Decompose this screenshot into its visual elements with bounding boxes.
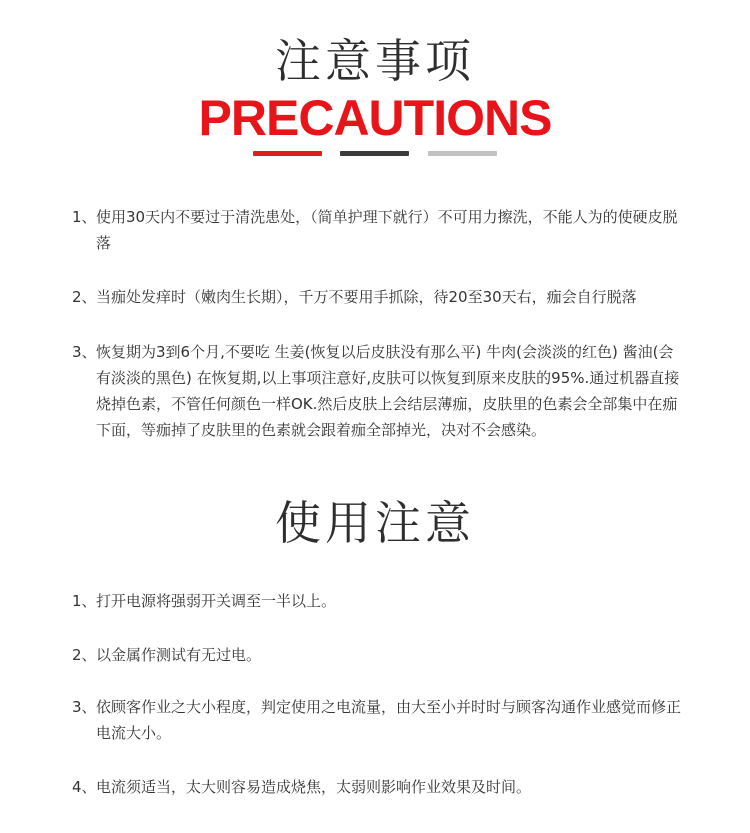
item-text: 打开电源将强弱开关调至一半以上。 [96, 592, 337, 610]
item-number: 1、 [72, 208, 97, 226]
divider-bar-red [253, 151, 322, 156]
usage-item-2 [72, 642, 682, 668]
item-number: 3、 [72, 343, 97, 361]
divider-bar-grey [428, 151, 497, 156]
usage-item-4 [72, 774, 682, 800]
item-number: 2、 [72, 288, 97, 306]
divider-bar-dark [340, 151, 409, 156]
item-text: 电流须适当，太大则容易造成烧焦，太弱则影响作业效果及时间。 [96, 778, 532, 796]
usage-title-cn: 使用注意 [275, 496, 475, 550]
precaution-item-3 [72, 339, 682, 443]
item-text: 以金属作测试有无过电。 [96, 646, 262, 664]
item-text: 恢复期为3到6个月,不要吃 生姜(恢复以后皮肤没有那么平) 牛肉(会淡淡的红色) 酱油(会有淡淡的黑色) 在恢复期,以上事项注意好,皮肤可以恢复到原来皮肤的95%.通过机器直接烧掉色素，不管任何颜色一样OK.然后皮肤上会结层薄痂，皮肤里的色素会全部集中在痂下面，等痂掉了皮肤里的色素就会跟着痂全部掉光，决对不会感染。 [96, 343, 680, 439]
item-number: 2、 [72, 646, 97, 664]
precaution-item-2 [72, 284, 682, 310]
item-number: 1、 [72, 592, 97, 610]
usage-item-1 [72, 588, 682, 614]
item-number: 3、 [72, 698, 97, 716]
precautions-title-en: PRECAUTIONS [198, 90, 552, 146]
item-number: 4、 [72, 778, 97, 796]
item-text: 使用30天内不要过于清洗患处，（简单护理下就行）不可用力擦洗，不能人为的使硬皮脱落 [96, 208, 678, 252]
item-text: 依顾客作业之大小程度，判定使用之电流量，由大至小并时时与顾客沟通作业感觉而修正电流大小。 [96, 698, 682, 742]
item-text: 当痂处发痒时（嫩肉生长期），千万不要用手抓除，待20至30天右，痂会自行脱落 [96, 288, 637, 306]
precautions-title-cn: 注意事项 [275, 34, 475, 88]
precaution-item-1 [72, 204, 682, 256]
usage-item-3 [72, 694, 682, 746]
